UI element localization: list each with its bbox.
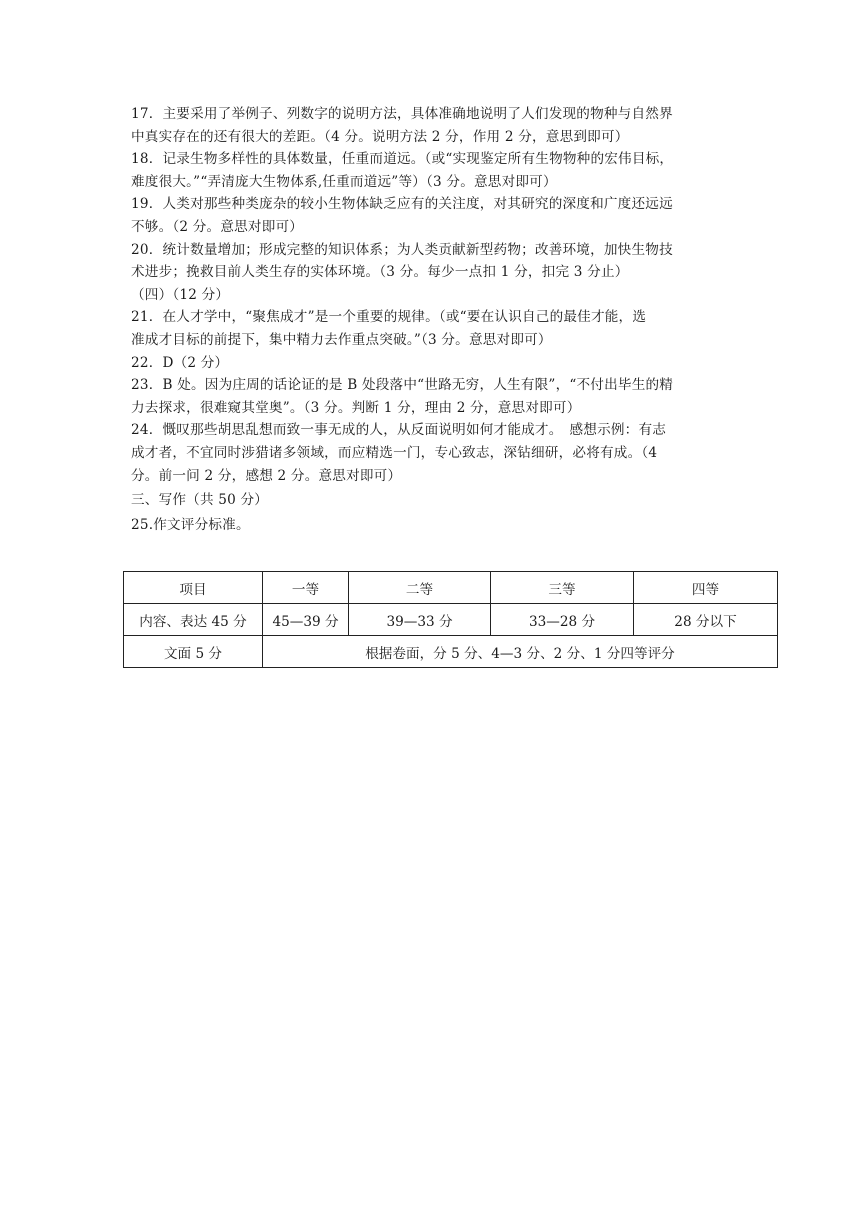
table-cell: 33—28 分: [491, 604, 634, 636]
essay-scoring-table: [123, 571, 778, 668]
answer-23-line-2: 力去探求，很难窥其堂奥”。（3 分。判断 1 分，理由 2 分，意思对即可）: [131, 399, 581, 416]
answer-17-line-1: 17．主要采用了举例子、列数字的说明方法，具体准确地说明了人们发现的物种与自然界: [131, 106, 673, 122]
table-row: [124, 636, 778, 668]
table-cell: 28 分以下: [634, 604, 778, 636]
table-cell-merged: 根据卷面，分 5 分、4—3 分、2 分、1 分四等评分: [263, 636, 778, 668]
table-cell: 39—33 分: [349, 604, 491, 636]
answer-19-line-2: 不够。（2 分。意思对即可）: [131, 218, 304, 235]
answer-24-line-1: 24．慨叹那些胡思乱想而致一事无成的人，从反面说明如何才能成才。 感想示例：有志: [131, 422, 667, 439]
table-row: [124, 604, 778, 636]
table-header-cell: 三等: [491, 572, 634, 604]
table-cell: 内容、表达 45 分: [124, 604, 263, 636]
answer-19-line-1: 19．人类对那些种类庞杂的较小生物体缺乏应有的关注度，对其研究的深度和广度还远远: [131, 196, 673, 213]
section-three-heading: 三、写作（共 50 分）: [131, 492, 269, 509]
answer-22: 22．D（2 分）: [131, 354, 229, 371]
answer-20-line-2: 术进步；挽救目前人类生存的实体环境。（3 分。每少一点扣 1 分，扣完 3 分止）: [131, 264, 629, 281]
table-cell: 45—39 分: [263, 604, 349, 636]
table-header-cell: 一等: [263, 572, 349, 604]
answer-18-line-1: 18．记录生物多样性的具体数量，任重而道远。（或“实现鉴定所有生物物种的宏伟目标，: [131, 151, 674, 168]
answer-25: 25.作文评分标准。: [131, 516, 250, 533]
table-header-row: [124, 572, 778, 604]
answer-18-line-2: 难度很大。”“弄清庞大生物体系,任重而道远”等）（3 分。意思对即可）: [131, 173, 557, 190]
answer-21-line-1: 21．在人才学中，“聚焦成才”是一个重要的规律。（或“要在认识自己的最佳才能，选: [131, 309, 647, 326]
section-four-heading: （四）（12 分）: [131, 286, 230, 303]
answer-20-line-1: 20．统计数量增加；形成完整的知识体系；为人类贡献新型药物；改善环境，加快生物技: [131, 241, 673, 258]
table-header-cell: 项目: [124, 572, 263, 604]
answer-17-line-2: 中真实存在的还有很大的差距。（4 分。说明方法 2 分，作用 2 分，意思到即可）: [131, 128, 629, 145]
table-cell: 文面 5 分: [124, 636, 263, 668]
table-header-cell: 二等: [349, 572, 491, 604]
answer-21-line-2: 准成才目标的前提下，集中精力去作重点突破。”（3 分。意思对即可）: [131, 331, 552, 348]
answer-24-line-2: 成才者，不宜同时涉猎诸多领域，而应精选一门，专心致志，深钻细研，必将有成。（4: [131, 444, 658, 461]
answer-24-line-3: 分。前一问 2 分，感想 2 分。意思对即可）: [131, 467, 402, 484]
table-header-cell: 四等: [634, 572, 778, 604]
answer-key: [131, 103, 743, 536]
answer-23-line-1: 23．B 处。因为庄周的话论证的是 B 处段落中“世路无穷，人生有限”，“不付出毕生的精: [131, 377, 674, 394]
